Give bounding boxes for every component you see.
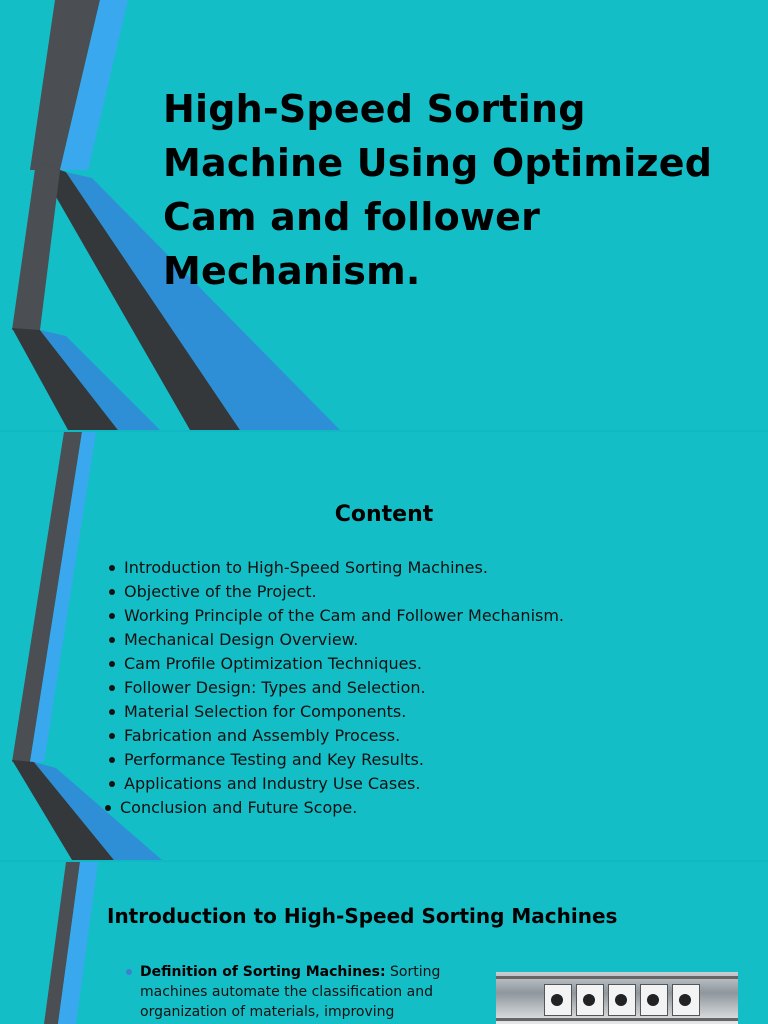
list-item: Applications and Industry Use Cases. — [108, 772, 564, 796]
intro-heading: Introduction to High-Speed Sorting Machines — [107, 904, 618, 928]
contents-slide — [0, 432, 768, 860]
list-item: Cam Profile Optimization Techniques. — [108, 652, 564, 676]
list-item: Conclusion and Future Scope. — [104, 796, 564, 820]
list-item: Mechanical Design Overview. — [108, 628, 564, 652]
definition-term: Definition of Sorting Machines: — [140, 964, 386, 980]
list-item: Follower Design: Types and Selection. — [108, 676, 564, 700]
definition-text: Sorting machines automate the classification and organization of materials, improving — [140, 964, 441, 1020]
sorting-machine-image — [496, 972, 738, 1024]
intro-slide — [0, 862, 768, 1024]
decorative-stripes — [0, 862, 120, 1024]
list-item: Fabrication and Assembly Process. — [108, 724, 564, 748]
presentation-title: High-Speed Sorting Machine Using Optimized Cam and follower Mechanism. — [163, 87, 713, 293]
definition-bullet — [126, 962, 470, 1022]
list-item: Introduction to High-Speed Sorting Machines. — [108, 556, 564, 580]
contents-list — [108, 556, 564, 820]
list-item: Working Principle of the Cam and Follower Mechanism. — [108, 604, 564, 628]
contents-heading: Content — [334, 502, 434, 527]
title-slide — [0, 0, 768, 430]
list-item: Performance Testing and Key Results. — [108, 748, 564, 772]
list-item: Objective of the Project. — [108, 580, 564, 604]
list-item: Material Selection for Components. — [108, 700, 564, 724]
